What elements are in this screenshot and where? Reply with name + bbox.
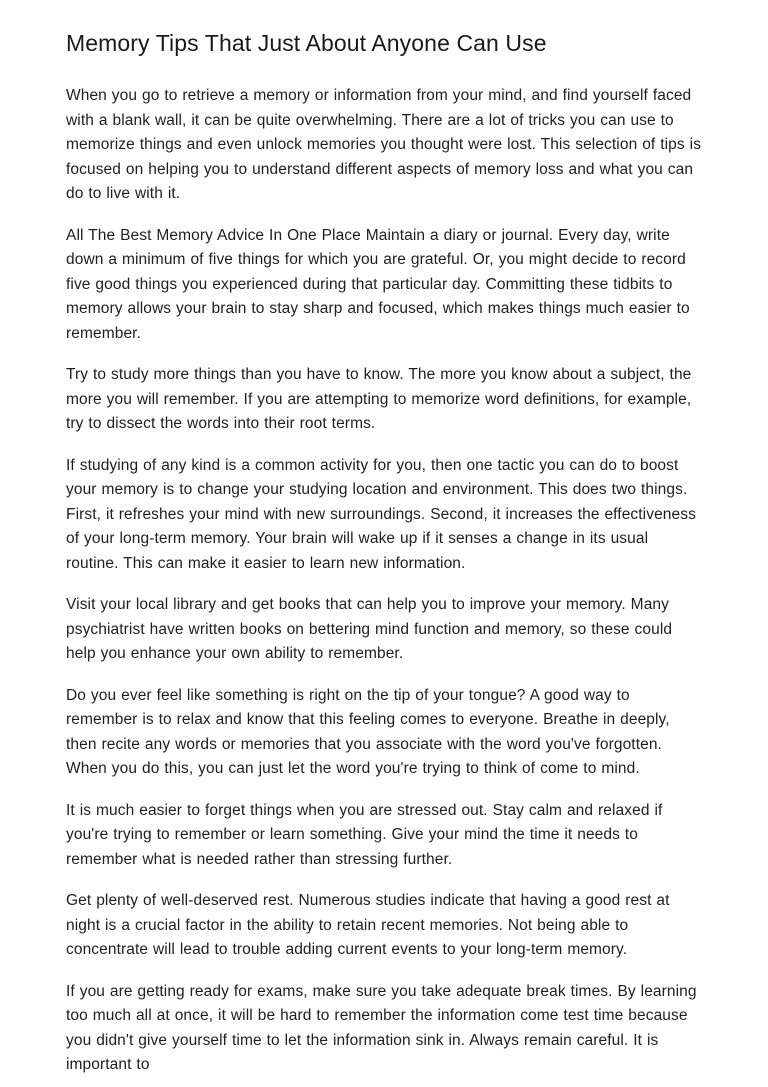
paragraph-stress-tip: It is much easier to forget things when you are stressed out. Stay calm and relaxed if you're trying to remember or learn something. Give your mind the time it needs to remember what is needed rather than stressing further. (66, 801, 663, 868)
document-title: Memory Tips That Just About Anyone Can Use (66, 30, 547, 56)
paragraph-tip-of-tongue-tip: Do you ever feel like something is right on the tip of your tongue? A good way to remember is to relax and know that this feeling comes to everyone. Breathe in deeply, then recite any words or memories that you associate with the word you've forgotten. When you do this, you can just let the word you're trying to think of come to mind. (66, 686, 670, 777)
paragraph-journal-tip: All The Best Memory Advice In One Place Maintain a diary or journal. Every day, write down a minimum of five things for which you are grateful. Or, you might decide to record five good things you experienced during that particular day. Committing these tidbits to memory allows your brain to stay sharp and focused, which makes things much easier to remember. (66, 226, 690, 342)
paragraph-rest-tip: Get plenty of well-deserved rest. Numerous studies indicate that having a good rest at night is a crucial factor in the ability to retain recent memories. Not being able to concentrate will lead to trouble adding current events to your long-term memory. (66, 892, 670, 958)
paragraph-study-more-tip: Try to study more things than you have to know. The more you know about a subject, the more you will remember. If you are attempting to memorize word definitions, for example, try to dissect the words into their root terms. (66, 366, 692, 432)
paragraph-intro: When you go to retrieve a memory or information from your mind, and find yourself faced with a blank wall, it can be quite overwhelming. There are a lot of tricks you can use to memorize things and even unlock memories you thought were lost. This selection of tips is focused on helping you to understand different aspects of memory loss and what you can do to live with it. (66, 87, 702, 202)
paragraph-change-location-tip: If studying of any kind is a common activity for you, then one tactic you can do to boost your memory is to change your studying location and environment. This does two things. First, it refreshes your mind with new surroundings. Second, it increases the effectiveness of your long-term memory. Your brain will wake up if it senses a change in its usual routine. This can make it easier to learn new information. (66, 456, 696, 572)
paragraph-exam-breaks-tip: If you are getting ready for exams, make sure you take adequate break times. By learning too much all at once, it will be hard to remember the information come test time because you didn't give yourself time to let the information sink in. Always remain careful. It is important to (66, 982, 697, 1073)
paragraph-library-tip: Visit your local library and get books that can help you to improve your memory. Many psychiatrist have written books on bettering mind function and memory, so these could help you enhance your own ability to remember. (66, 596, 673, 662)
